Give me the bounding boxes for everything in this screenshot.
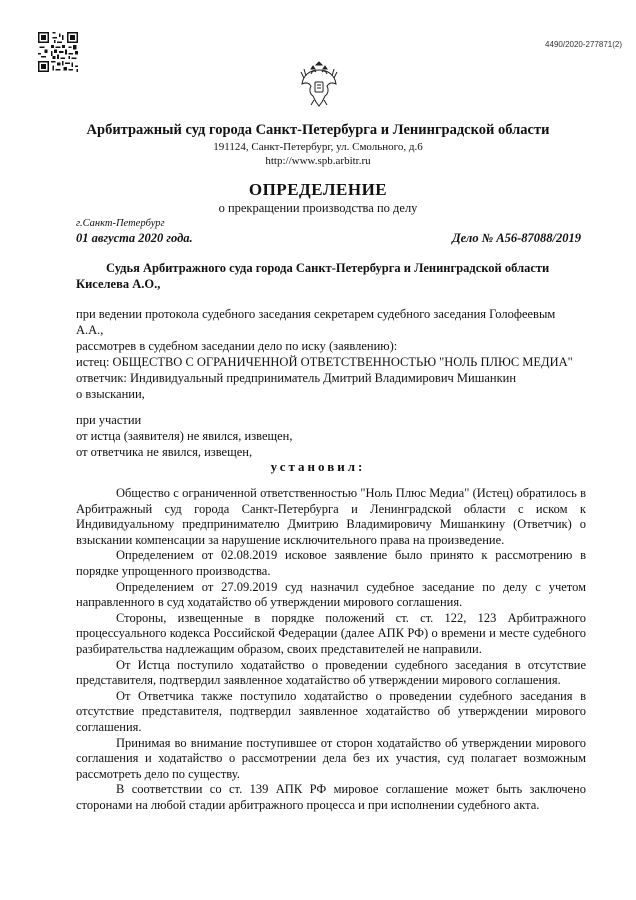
protocol-line: при ведении протокола судебного заседания секретарем судебного заседания Голофеевым [76, 307, 556, 321]
body-paragraph: Определением от 27.09.2019 суд назначил судебное заседание по делу с учетом направленного в суд ходатайство об утверждении мирового соглашения. [76, 579, 586, 610]
attendance-defendant: от ответчика не явился, извещен, [76, 445, 253, 459]
judge-line: Судья Арбитражного суда города Санкт-Петербурга и Ленинградской области [106, 261, 550, 275]
body-paragraph: Общество с ограниченной ответственностью "Ноль Плюс Медиа" (Истец) обратилось в Арбитражный суд города Санкт-Петербурга и Ленинградской области с иском к Индивидуальному предпринимателю Дмитрию Владимировичу Мишанкину (Ответчик) о взыскании компенсации за нарушение исключительного права на произведение. [76, 486, 586, 547]
subject-line: о взыскании, [76, 387, 145, 401]
document-subtitle: о прекращении производства по делу [218, 201, 418, 215]
attendance-heading: при участии [76, 413, 142, 427]
judge-block [76, 260, 581, 292]
defendant-line: ответчик: Индивидуальный предприниматель Дмитрий Владимирович Мишанкин [76, 371, 517, 385]
body-paragraph: В соответствии со ст. 139 АПК РФ мировое соглашение может быть заключено сторонами на любой стадии арбитражного процесса и при исполнении судебного акта. [76, 782, 586, 812]
body-paragraph: Определением от 02.08.2019 исковое заявление было принято к рассмотрению в порядке упрощенного производства. [76, 548, 586, 578]
body-paragraph: Стороны, извещенные в порядке положений ст. ст. 122, 123 Арбитражного процессуального кодекса Российской Федерации (далее АПК РФ) о времени и месте судебного разбирательства надлежащим образом, своих представителей не направили. [76, 610, 586, 656]
body-text [76, 486, 586, 813]
document-city: г.Санкт-Петербург [76, 218, 165, 229]
body-paragraph: Принимая во внимание поступившее от сторон ходатайство об утверждении мирового соглашения и ходатайство о рассмотрении дела без их участия, суд полагает возможным рассмотреть дело по существу. [76, 735, 586, 781]
document-title: ОПРЕДЕЛЕНИЕ [248, 180, 388, 199]
court-name: Арбитражный суд города Санкт-Петербурга и Ленинградской области [86, 122, 550, 138]
court-address: 191124, Санкт-Петербург, ул. Смольного, д.6 [213, 141, 423, 153]
considered-line: рассмотрев в судебном заседании дело по иску (заявлению): [76, 339, 398, 353]
court-website: http://www.spb.arbitr.ru [265, 155, 371, 167]
ustanovil-heading: установил: [270, 459, 366, 474]
body-paragraph: От Истца поступило ходатайство о проведении судебного заседания в отсутствие представителя, подтвердил заявленное ходатайство об утверждении мирового соглашения. [76, 657, 586, 688]
judge-name: Киселева А.О., [76, 277, 161, 291]
document-date: 01 августа 2020 года. [76, 231, 193, 245]
attendance-block [76, 412, 586, 460]
document-id: 4490/2020-277871(2) [545, 40, 622, 49]
qr-code [38, 32, 78, 72]
attendance-plaintiff: от истца (заявителя) не явился, извещен, [76, 429, 293, 443]
protocol-line-cont: А.А., [76, 323, 104, 337]
plaintiff-line: истец: ОБЩЕСТВО С ОГРАНИЧЕННОЙ ОТВЕТСТВЕННОСТЬЮ "НОЛЬ ПЛЮС МЕДИА" [76, 355, 573, 369]
coat-of-arms-icon [299, 58, 339, 110]
case-number: Дело № А56-87088/2019 [452, 231, 581, 245]
body-paragraph: От Ответчика также поступило ходатайство о проведении судебного заседания в отсутствие представителя, подтвердил заявленное ходатайство об утверждении мирового соглашения. [76, 688, 586, 734]
parties-block [76, 306, 586, 402]
